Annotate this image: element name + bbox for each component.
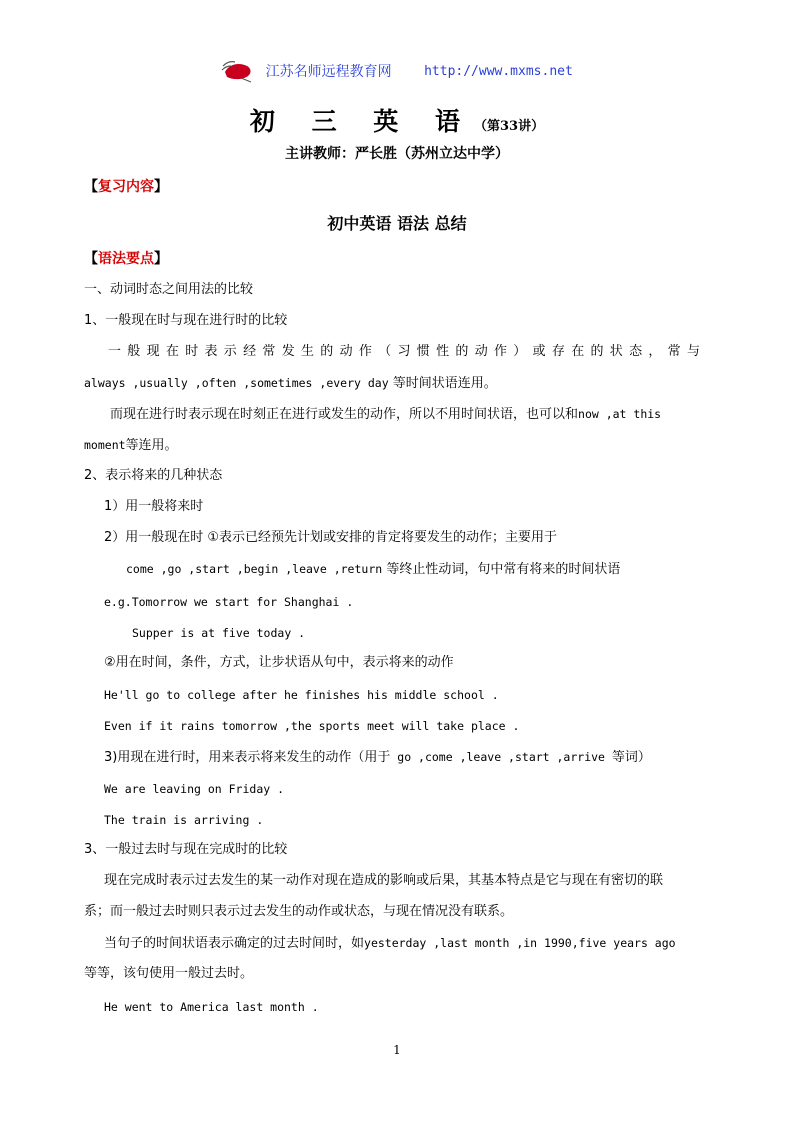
text-line: 2、表示将来的几种状态 — [84, 468, 223, 483]
text-line — [84, 374, 704, 393]
teacher-line: 主讲教师：严长胜（苏州立达中学） — [285, 146, 509, 162]
page-title — [0, 102, 794, 138]
text-line: Even if it rains tomorrow ,the sports meet will take place . — [104, 719, 520, 733]
text-span: 3)用现在进行时，用来表示将来发生的动作（用于 — [104, 750, 391, 765]
content-heading: 初中英语 语法 总结 — [327, 214, 467, 233]
text-line: 3、一般过去时与现在完成时的比较 — [84, 842, 288, 857]
text-line — [84, 436, 704, 455]
text-line: 1）用一般将来时 — [104, 499, 204, 514]
text-span: 而现在进行时表示现在时刻正在进行或发生的动作，所以不用时间状语，也可以和 — [110, 407, 579, 422]
text-line: 2）用一般现在时 ①表示已经预先计划或安排的肯定将要发生的动作；主要用于 — [104, 530, 558, 545]
bracket-open: 【 — [84, 251, 98, 267]
text-line — [104, 934, 704, 953]
text-span: yesterday ,last month ,in 1990,five years ago — [364, 936, 676, 950]
text-line: ②用在时间，条件，方式，让步状语从句中，表示将来的动作 — [104, 655, 454, 670]
text-span: now ,at this — [578, 407, 662, 421]
text-line: 一般现在时表示经常发生的动作（习惯性的动作）或存在的状态，常与 — [108, 344, 700, 359]
text-span: 等词） — [611, 750, 651, 765]
text-span: 等时间状语连用。 — [388, 376, 497, 391]
text-span: 当句子的时间状语表示确定的过去时间时，如 — [104, 936, 365, 951]
text-line: e.g.Tomorrow we start for Shanghai . — [104, 595, 354, 609]
page-header — [0, 58, 794, 84]
site-name: 江苏名师远程教育网 — [265, 64, 392, 80]
text-span: go ,come ,leave ,start ,arrive — [390, 750, 612, 764]
text-line: 系；而一般过去时则只表示过去发生的动作或状态，与现在情况没有联系。 — [84, 904, 514, 919]
section-grammar-label: 语法要点 — [98, 251, 154, 267]
text-span: moment — [84, 438, 126, 452]
section-review-label: 复习内容 — [98, 179, 154, 195]
text-span: always ,usually ,often ,sometimes ,every day — [84, 376, 389, 390]
text-line: We are leaving on Friday . — [104, 782, 285, 796]
site-url[interactable]: http://www.mxms.net — [424, 63, 573, 79]
text-line — [110, 405, 730, 424]
bracket-open: 【 — [84, 179, 98, 195]
title-main: 初 三 英 语 — [249, 107, 475, 136]
text-line — [104, 748, 724, 767]
text-line: 现在完成时表示过去发生的某一动作对现在造成的影响或后果，其基本特点是它与现在有密切的联 — [104, 873, 664, 888]
text-line — [126, 560, 746, 579]
page-number: 1 — [393, 1043, 401, 1057]
text-span: 等终止性动词，句中常有将来的时间状语 — [382, 562, 621, 577]
text-span: come ,go ,start ,begin ,leave ,return — [126, 562, 383, 576]
section-grammar — [84, 248, 168, 268]
text-line: He'll go to college after he finishes his middle school . — [104, 688, 499, 702]
text-line: He went to America last month . — [104, 1000, 319, 1014]
text-span: 等连用。 — [125, 438, 178, 453]
text-line: Supper is at five today . — [132, 626, 306, 640]
red-wave-logo-icon — [221, 58, 255, 84]
text-line: 1、一般现在时与现在进行时的比较 — [84, 313, 288, 328]
section-review — [84, 176, 168, 196]
text-line: 等等，该句使用一般过去时。 — [84, 966, 254, 981]
bracket-close: 】 — [154, 251, 168, 267]
bracket-close: 】 — [154, 179, 168, 195]
text-line: The train is arriving . — [104, 813, 264, 827]
title-lecture: （第33讲） — [474, 119, 545, 134]
text-line: 一、动词时态之间用法的比较 — [84, 282, 254, 297]
